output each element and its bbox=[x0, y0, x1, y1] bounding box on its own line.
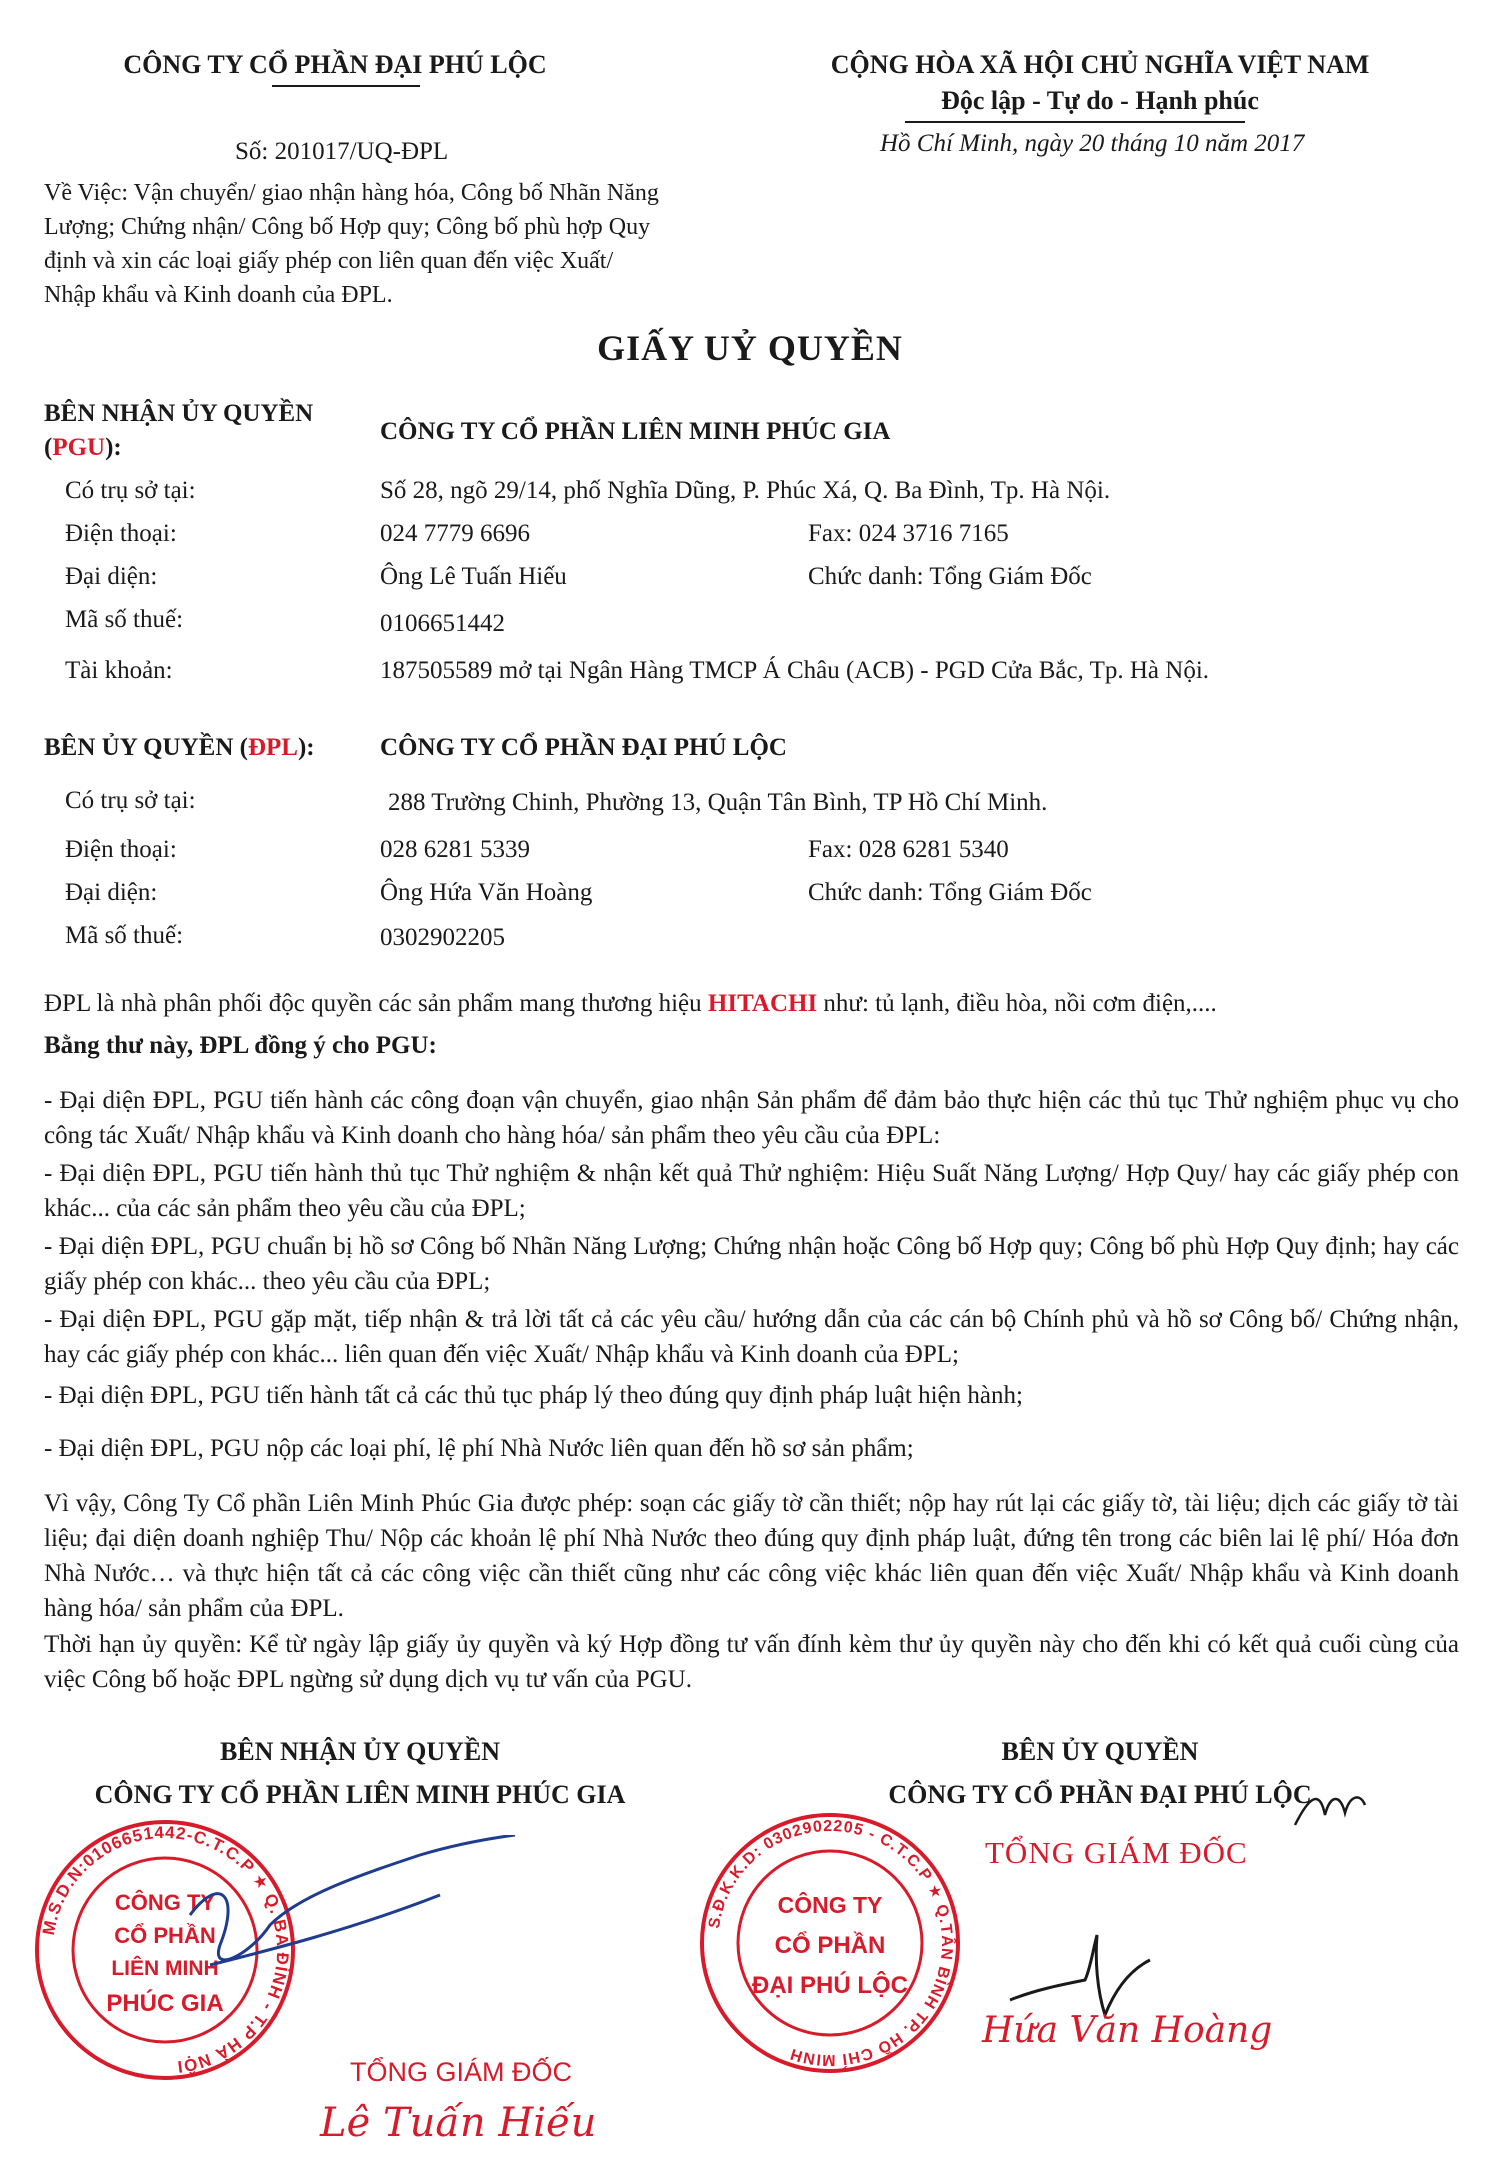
receiver-company: CÔNG TY CỔ PHẦN LIÊN MINH PHÚC GIA bbox=[380, 418, 891, 445]
grantor-rep-label: Đại diện: bbox=[65, 879, 158, 906]
left-stamp-line: CÔNG TY bbox=[114, 1890, 216, 1915]
receiver-role-open: ( bbox=[44, 434, 53, 461]
right-stamp-line: ĐẠI PHÚ LỘC bbox=[752, 1972, 908, 1999]
receiver-tax-label: Mã số thuế: bbox=[65, 606, 184, 633]
receiver-address-label: Có trụ sở tại: bbox=[65, 477, 196, 504]
left-stamp-line: LIÊN MINH bbox=[111, 1957, 219, 1980]
right-stamp-ring-text: S.Đ.K.K.D: 0302902205 - C.T.C.P ★ Q.TÂN BÌNH TP. HỒ CHÍ MINH bbox=[705, 1817, 956, 2069]
grantor-phone-label: Điện thoại: bbox=[65, 836, 177, 863]
receiver-account: 187505589 mở tại Ngân Hàng TMCP Á Châu (ACB) - PGD Cửa Bắc, Tp. Hà Nội. bbox=[380, 657, 1210, 684]
company-underline bbox=[272, 85, 420, 87]
left-signer-name: Lê Tuấn Hiếu bbox=[320, 2100, 597, 2146]
grantor-abbr: ĐPL bbox=[247, 734, 298, 761]
receiver-account-label: Tài khoản: bbox=[65, 657, 173, 684]
grantor-role-close: ): bbox=[297, 734, 315, 761]
authorized-item: - Đại diện ĐPL, PGU gặp mặt, tiếp nhận & trả lời tất cả các yêu cầu/ hướng dẫn của các cán bộ Chính phủ và hồ sơ Công bố/ Chứng nhận, hay các giấy phép con khác... liên quan đến việc Xuất/ Nhập khẩu và Kinh doanh của ĐPL; bbox=[44, 1306, 1459, 1368]
therefore-paragraph: Vì vậy, Công Ty Cổ phần Liên Minh Phúc Gia được phép: soạn các giấy tờ cần thiết; nộp hay rút lại các giấy tờ, tài liệu; dịch các giấy tờ tài liệu; đại diện doanh nghiệp Thu/ Nộp các khoản lệ phí Nhà Nước theo đúng quy định pháp luật, đứng tên trong các biên lai lệ phí/ Hóa đơn Nhà Nước… và thực hiện tất cả các công việc cần thiết cũng như các công việc khác liên quan đến việc Xuất/ Nhập khẩu và Kinh doanh hàng hóa/ sản phẩm của ĐPL. bbox=[44, 1490, 1459, 1622]
grantor-tax-label: Mã số thuế: bbox=[65, 922, 184, 949]
grantor-company: CÔNG TY CỔ PHẦN ĐẠI PHÚ LỘC bbox=[380, 734, 787, 761]
receiver-role-abbr-line bbox=[44, 434, 122, 462]
left-stamp-line: PHÚC GIA bbox=[106, 1990, 224, 2017]
authorized-item: - Đại diện ĐPL, PGU tiến hành thủ tục Thử nghiệm & nhận kết quả Thử nghiệm: Hiệu Suất Năng Lượng/ Hợp Quy/ hay các giấy phép con khác... của các sản phẩm theo yêu cầu của ĐPL; bbox=[44, 1160, 1459, 1222]
authorized-item: - Đại diện ĐPL, PGU chuẩn bị hồ sơ Công bố Nhãn Năng Lượng; Chứng nhận hoặc Công bố Hợp quy; Công bố phù Hợp Quy định; hay các giấy phép con khác... theo yêu cầu của ĐPL; bbox=[44, 1233, 1459, 1295]
motto-underline bbox=[905, 121, 1245, 123]
place-and-date: Hồ Chí Minh, ngày 20 tháng 10 năm 2017 bbox=[880, 130, 1305, 157]
right-stamp-line: CỔ PHẦN bbox=[774, 1932, 886, 1959]
left-signature-stroke bbox=[180, 1835, 520, 1995]
authorized-item: - Đại diện ĐPL, PGU tiến hành các công đoạn vận chuyển, giao nhận Sản phẩm để đảm bảo thực hiện các thủ tục Thử nghiệm phục vụ cho công tác Xuất/ Nhập khẩu và Kinh doanh cho hàng hóa/ sản phẩm theo yêu cầu của ĐPL: bbox=[44, 1087, 1459, 1149]
right-stamp-line: CÔNG TY bbox=[777, 1892, 883, 1918]
receiver-fax: Fax: 024 3716 7165 bbox=[808, 520, 1009, 547]
subject-line: Nhập khẩu và Kinh doanh của ĐPL. bbox=[44, 282, 393, 308]
grantor-phone: 028 6281 5339 bbox=[380, 836, 530, 863]
subject-line: Về Việc: Vận chuyển/ giao nhận hàng hóa, Công bố Nhãn Năng bbox=[44, 180, 659, 206]
receiver-address: Số 28, ngõ 29/14, phố Nghĩa Dũng, P. Phúc Xá, Q. Ba Đình, Tp. Hà Nội. bbox=[380, 477, 1111, 504]
receiver-rep-label: Đại diện: bbox=[65, 563, 158, 590]
receiver-phone-label: Điện thoại: bbox=[65, 520, 177, 547]
duration-paragraph: Thời hạn ủy quyền: Kể từ ngày lập giấy ủy quyền và ký Hợp đồng tư vấn đính kèm thư ủy quyền này cho đến khi có kết quả cuối cùng của việc Công bố hoặc ĐPL ngừng sử dụng dịch vụ tư vấn của PGU. bbox=[44, 1631, 1459, 1693]
right-sign-company: CÔNG TY CỔ PHẦN ĐẠI PHÚ LỘC bbox=[888, 1780, 1312, 1809]
authorized-item: - Đại diện ĐPL, PGU nộp các loại phí, lệ phí Nhà Nước liên quan đến hồ sơ sản phẩm; bbox=[44, 1435, 914, 1462]
distributor-pre: ĐPL là nhà phân phối độc quyền các sản phẩm mang thương hiệu bbox=[44, 990, 708, 1017]
grantor-address-label: Có trụ sở tại: bbox=[65, 787, 196, 814]
right-sign-role: BÊN ỦY QUYỀN bbox=[1001, 1737, 1199, 1766]
grantor-title: Chức danh: Tổng Giám Đốc bbox=[808, 879, 1092, 906]
right-company-stamp bbox=[695, 1808, 965, 2078]
subject-block bbox=[44, 176, 659, 312]
subject-line: Lượng; Chứng nhận/ Công bố Hợp quy; Công bố phù hợp Quy bbox=[44, 214, 651, 240]
grantor-fax: Fax: 028 6281 5340 bbox=[808, 836, 1009, 863]
receiver-role-close: ): bbox=[105, 434, 122, 461]
grantor-rep: Ông Hứa Văn Hoàng bbox=[380, 879, 593, 906]
receiver-role: BÊN NHẬN ỦY QUYỀN bbox=[44, 400, 314, 427]
document-title: GIẤY UỶ QUYỀN bbox=[597, 328, 903, 368]
right-signer-name: Hứa Văn Hoàng bbox=[982, 2010, 1273, 2051]
document-number: Số: 201017/UQ-ĐPL bbox=[235, 138, 449, 165]
distributor-statement bbox=[44, 990, 1217, 1018]
left-sign-role: BÊN NHẬN ỦY QUYỀN bbox=[220, 1737, 500, 1766]
right-position: TỔNG GIÁM ĐỐC bbox=[985, 1835, 1248, 1870]
receiver-abbr: PGU bbox=[52, 434, 106, 461]
motto: Độc lập - Tự do - Hạnh phúc bbox=[941, 86, 1259, 115]
left-stamp-ring-text: M.S.D.N:0106651442-C.T.C.P ★ Q. BA ĐÌNH - T.P HÀ NỘI bbox=[38, 1822, 293, 2077]
left-sign-company: CÔNG TY CỔ PHẦN LIÊN MINH PHÚC GIA bbox=[94, 1780, 626, 1809]
receiver-rep: Ông Lê Tuấn Hiếu bbox=[380, 563, 567, 590]
grantor-role-prefix: BÊN ỦY QUYỀN ( bbox=[44, 734, 248, 761]
grantor-address: 288 Trường Chinh, Phường 13, Quận Tân Bình, TP Hồ Chí Minh. bbox=[388, 789, 1048, 816]
grantor-tax: 0302902205 bbox=[380, 924, 505, 951]
left-position: TỔNG GIÁM ĐỐC bbox=[350, 2057, 572, 2087]
right-initial-mark bbox=[1290, 1785, 1370, 1835]
subject-line: định và xin các loại giấy phép con liên quan đến việc Xuất/ bbox=[44, 248, 614, 274]
agree-heading: Bằng thư này, ĐPL đồng ý cho PGU: bbox=[44, 1032, 437, 1059]
receiver-tax: 0106651442 bbox=[380, 610, 505, 637]
brand-name: HITACHI bbox=[707, 990, 818, 1017]
authorized-item: - Đại diện ĐPL, PGU tiến hành tất cả các thủ tục pháp lý theo đúng quy định pháp luật hiện hành; bbox=[44, 1382, 1023, 1409]
receiver-title: Chức danh: Tổng Giám Đốc bbox=[808, 563, 1092, 590]
distributor-post: như: tủ lạnh, điều hòa, nồi cơm điện,.... bbox=[817, 990, 1217, 1017]
company-name-left: CÔNG TY CỔ PHẦN ĐẠI PHÚ LỘC bbox=[123, 50, 547, 79]
republic-heading: CỘNG HÒA XÃ HỘI CHỦ NGHĨA VIỆT NAM bbox=[830, 50, 1370, 79]
left-stamp-line: CỔ PHẦN bbox=[114, 1923, 216, 1948]
receiver-phone: 024 7779 6696 bbox=[380, 520, 530, 547]
grantor-role bbox=[44, 734, 315, 762]
